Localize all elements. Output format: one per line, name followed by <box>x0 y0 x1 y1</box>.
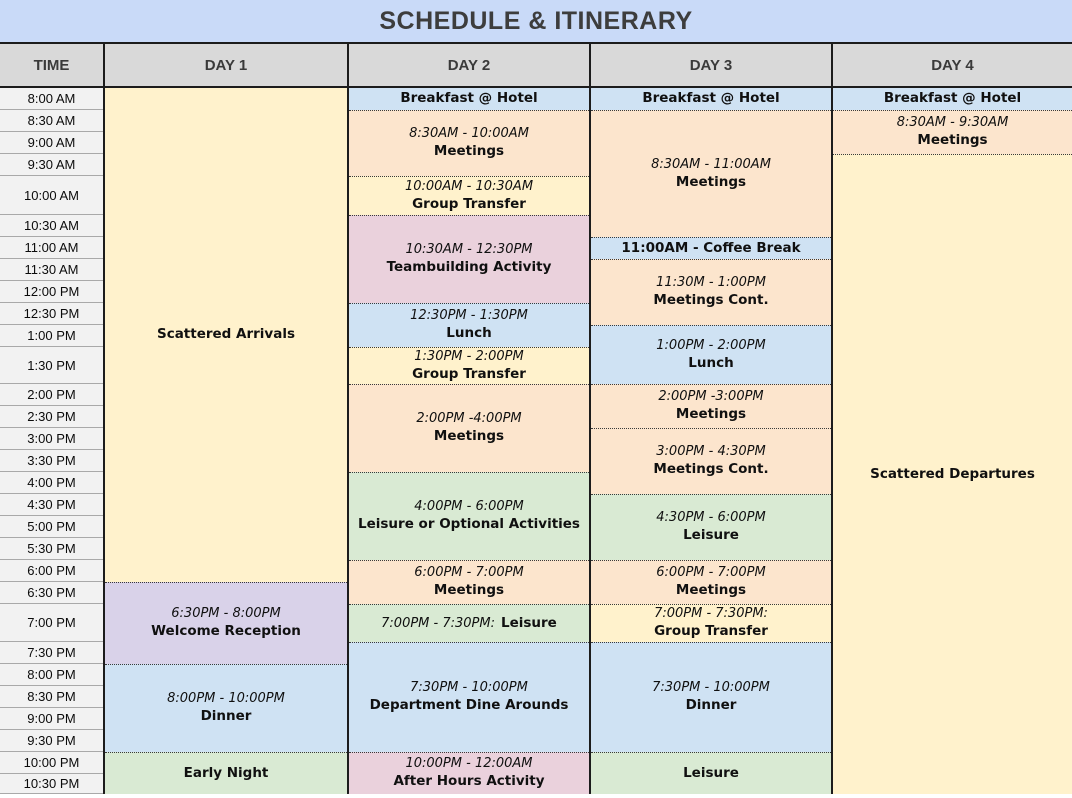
event-title: Breakfast @ Hotel <box>400 90 538 107</box>
event-title: Meetings <box>433 143 505 160</box>
event-block[interactable] <box>591 494 831 560</box>
time-cell[interactable]: 4:30 PM <box>0 494 103 516</box>
event-title: Department Dine Arounds <box>369 697 569 714</box>
time-cell[interactable]: 7:30 PM <box>0 642 103 664</box>
time-cell[interactable]: 10:30 AM <box>0 215 103 237</box>
event-title: Meetings Cont. <box>653 461 769 478</box>
event-time: 10:30AM - 12:30PM <box>405 242 533 258</box>
time-cell[interactable]: 2:00 PM <box>0 384 103 406</box>
event-time: 2:00PM -4:00PM <box>416 411 522 427</box>
event-block[interactable] <box>833 110 1072 154</box>
event-time: 10:00PM - 12:00AM <box>405 756 533 772</box>
event-block[interactable] <box>349 604 589 642</box>
event-time: 11:30M - 1:00PM <box>656 275 766 291</box>
event-title: Meetings <box>433 428 505 445</box>
event-block[interactable] <box>833 88 1072 110</box>
event-title: Breakfast @ Hotel <box>883 90 1022 107</box>
day-column-1 <box>103 88 347 794</box>
time-cell[interactable]: 8:30 AM <box>0 110 103 132</box>
time-cell[interactable]: 8:30 PM <box>0 686 103 708</box>
event-block[interactable] <box>349 110 589 176</box>
day-column-2 <box>347 88 589 794</box>
event-title: Meetings Cont. <box>653 292 769 309</box>
event-block[interactable] <box>105 582 347 664</box>
event-block[interactable] <box>349 347 589 384</box>
event-block[interactable] <box>349 642 589 752</box>
time-cell[interactable]: 8:00 PM <box>0 664 103 686</box>
event-time: 1:30PM - 2:00PM <box>414 348 524 364</box>
event-block[interactable] <box>591 560 831 604</box>
event-title: Meetings <box>675 582 747 599</box>
time-cell[interactable]: 5:30 PM <box>0 538 103 560</box>
time-cell[interactable]: 5:00 PM <box>0 516 103 538</box>
event-time: 8:30AM - 9:30AM <box>896 115 1009 131</box>
event-title: Scattered Departures <box>870 465 1035 482</box>
time-cell[interactable]: 11:00 AM <box>0 237 103 259</box>
time-cell[interactable]: 4:00 PM <box>0 472 103 494</box>
event-block[interactable] <box>105 752 347 794</box>
event-title: Early Night <box>183 764 269 781</box>
event-title: Leisure <box>500 614 557 631</box>
event-title: Leisure <box>683 527 739 544</box>
time-cell[interactable]: 3:00 PM <box>0 428 103 450</box>
page-title: SCHEDULE & ITINERARY <box>379 6 693 35</box>
event-block[interactable] <box>591 88 831 110</box>
event-block[interactable] <box>591 384 831 428</box>
day-header-4[interactable]: DAY 4 <box>831 44 1072 88</box>
time-cell[interactable]: 12:00 PM <box>0 281 103 303</box>
event-time: 4:30PM - 6:00PM <box>656 510 766 526</box>
time-cell[interactable]: 2:30 PM <box>0 406 103 428</box>
event-time: 12:30PM - 1:30PM <box>410 308 528 324</box>
event-title: Meetings <box>675 173 747 190</box>
event-title: Group Transfer <box>654 623 768 640</box>
event-title: Teambuilding Activity <box>386 259 552 276</box>
time-cell[interactable]: 12:30 PM <box>0 303 103 325</box>
event-time: 8:30AM - 11:00AM <box>651 156 771 172</box>
event-block[interactable] <box>591 604 831 642</box>
event-block[interactable] <box>349 472 589 560</box>
event-block[interactable] <box>349 215 589 303</box>
time-cell[interactable]: 6:00 PM <box>0 560 103 582</box>
event-block[interactable] <box>591 237 831 259</box>
time-cell[interactable]: 1:00 PM <box>0 325 103 347</box>
event-block[interactable] <box>591 642 831 752</box>
event-block[interactable] <box>591 752 831 794</box>
event-title: After Hours Activity <box>393 773 545 790</box>
day-column-3 <box>589 88 831 794</box>
title-bar[interactable] <box>0 0 1072 44</box>
event-block[interactable] <box>349 560 589 604</box>
event-block[interactable] <box>105 88 347 582</box>
event-title: Scattered Arrivals <box>156 326 296 343</box>
event-title: Dinner <box>685 697 737 714</box>
time-cell[interactable]: 6:30 PM <box>0 582 103 604</box>
time-cell[interactable]: 9:30 AM <box>0 154 103 176</box>
day-column-4 <box>831 88 1072 794</box>
event-title: Meetings <box>675 406 747 423</box>
schedule-grid <box>0 88 1072 794</box>
event-block[interactable] <box>105 664 347 752</box>
event-time: 2:00PM -3:00PM <box>658 389 764 405</box>
event-time: 7:30PM - 10:00PM <box>652 680 770 696</box>
event-title: Welcome Reception <box>151 623 301 640</box>
event-block[interactable] <box>591 428 831 494</box>
event-title: Leisure or Optional Activities <box>358 516 580 533</box>
event-block[interactable] <box>349 752 589 794</box>
time-header[interactable]: TIME <box>0 44 103 88</box>
event-title: Meetings <box>917 132 988 149</box>
event-time: 8:00PM - 10:00PM <box>167 691 285 707</box>
event-title: 11:00AM - Coffee Break <box>621 239 801 256</box>
event-block[interactable] <box>349 176 589 215</box>
event-title: Meetings <box>433 582 505 599</box>
event-time: 6:00PM - 7:00PM <box>414 565 524 581</box>
event-block[interactable] <box>349 88 589 110</box>
time-cell[interactable]: 11:30 AM <box>0 259 103 281</box>
event-time: 1:00PM - 2:00PM <box>656 337 766 353</box>
event-title: Lunch <box>688 354 734 371</box>
event-time: 8:30AM - 10:00AM <box>409 126 529 142</box>
event-block[interactable] <box>349 384 589 472</box>
event-time: 7:30PM - 10:00PM <box>410 680 528 696</box>
time-cell[interactable]: 10:00 PM <box>0 752 103 774</box>
time-cell[interactable]: 8:00 AM <box>0 88 103 110</box>
time-cell[interactable]: 9:00 AM <box>0 132 103 154</box>
event-title: Group Transfer <box>412 365 526 382</box>
event-title: Lunch <box>446 325 492 342</box>
event-block[interactable] <box>591 110 831 237</box>
time-cell[interactable]: 3:30 PM <box>0 450 103 472</box>
time-cell[interactable]: 10:00 AM <box>0 176 103 215</box>
event-time: 7:00PM - 7:30PM: <box>654 606 768 622</box>
event-block[interactable] <box>591 259 831 325</box>
event-time: 7:00PM - 7:30PM: <box>381 615 495 631</box>
event-title: Dinner <box>200 708 252 725</box>
event-time: 3:00PM - 4:30PM <box>656 444 766 460</box>
day-header-2[interactable]: DAY 2 <box>347 44 589 88</box>
event-block[interactable] <box>833 154 1072 794</box>
day-header-1[interactable]: DAY 1 <box>103 44 347 88</box>
time-cell[interactable]: 9:30 PM <box>0 730 103 752</box>
event-title: Leisure <box>683 764 739 781</box>
event-title: Group Transfer <box>412 195 526 212</box>
time-cell[interactable]: 9:00 PM <box>0 708 103 730</box>
event-time: 4:00PM - 6:00PM <box>414 499 524 515</box>
event-block[interactable] <box>591 325 831 384</box>
event-title: Breakfast @ Hotel <box>642 90 780 107</box>
event-block[interactable] <box>349 303 589 347</box>
event-time: 10:00AM - 10:30AM <box>404 178 534 194</box>
day-header-3[interactable]: DAY 3 <box>589 44 831 88</box>
time-cell[interactable]: 7:00 PM <box>0 604 103 642</box>
event-time: 6:30PM - 8:00PM <box>171 606 281 622</box>
event-time: 6:00PM - 7:00PM <box>656 565 766 581</box>
time-cell[interactable]: 10:30 PM <box>0 774 103 794</box>
time-cell[interactable]: 1:30 PM <box>0 347 103 384</box>
